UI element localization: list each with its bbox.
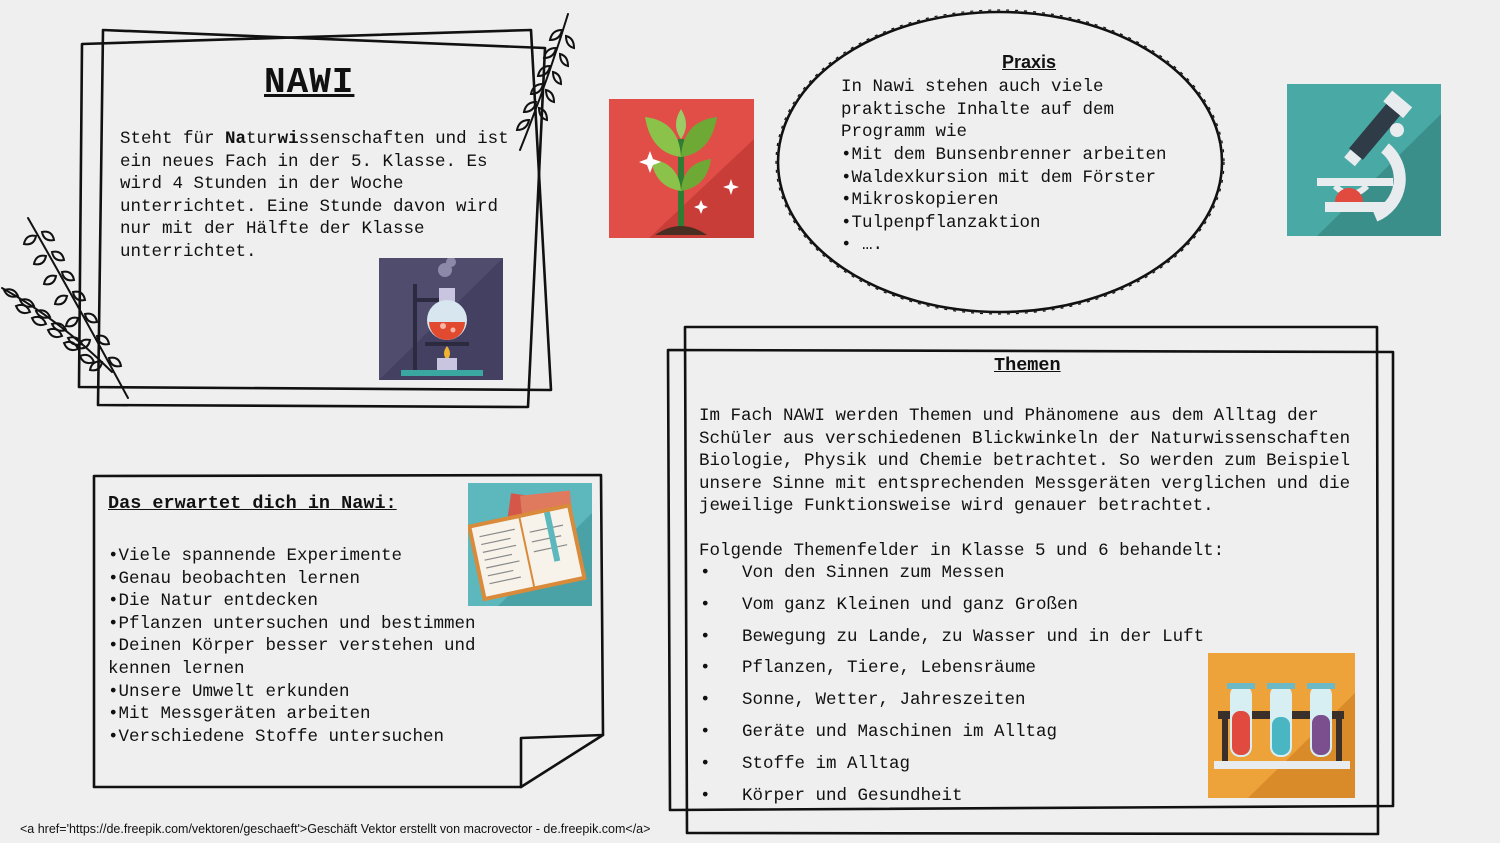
bullet: •	[700, 753, 711, 774]
themen-intro: Im Fach NAWI werden Themen und Phänomene aus dem Alltag der Schüler aus verschiedenen Blickwinkeln der Naturwissenschaften Biologie, Physik und Chemie betrachtet. So werden zum Beispiel unsere Sinne mit entsprechenden Messgeräten verglichen und die jeweilige Funktionsweise wird genauer betrachtet.	[699, 406, 1351, 517]
bunsen-burner-flask-icon	[379, 258, 503, 380]
themen-lead: Folgende Themenfelder in Klasse 5 und 6 behandelt:	[699, 541, 1225, 561]
themen-item-label: Pflanzen, Tiere, Lebensräume	[742, 658, 1037, 679]
themen-item-label: Von den Sinnen zum Messen	[742, 563, 1005, 583]
erwartet-title: Das erwartet dich in Nawi:	[108, 493, 397, 514]
erwartet-item-observe: •Genau beobachten lernen	[108, 568, 361, 589]
nawi-description	[120, 128, 512, 264]
bullet: •	[700, 721, 711, 742]
erwartet-item-body: •Deinen Körper besser verstehen und kennen lernen	[108, 636, 476, 679]
footer-credit: <a href='https://de.freepik.com/vektoren/geschaeft'>Geschäft Vektor erstellt von macrovector - de.freepik.com</a>	[20, 822, 651, 836]
themen-item	[700, 594, 1260, 626]
nawi-intro-bold-2: wi	[277, 129, 299, 149]
erwartet-item-substances: •Verschiedene Stoffe untersuchen	[108, 726, 445, 747]
nawi-title: NAWI	[264, 62, 355, 103]
themen-item-label: Körper und Gesundheit	[742, 785, 963, 806]
themen-item	[700, 753, 1260, 785]
themen-item	[700, 721, 1260, 753]
themen-item-label: Sonne, Wetter, Jahreszeiten	[742, 690, 1026, 711]
themen-item	[700, 785, 1260, 817]
themen-item-label: Bewegung zu Lande, zu Wasser und in der Luft	[742, 626, 1205, 647]
erwartet-item-nature: •Die Natur entdecken	[108, 591, 319, 612]
themen-item-label: Stoffe im Alltag	[742, 753, 911, 774]
themen-item	[700, 689, 1260, 721]
nawi-intro-after: ssenschaften und ist ein neues Fach in der 5. Klasse. Es wird 4 Stunden in der Woche unterrichtet. Eine Stunde davon wird nur mit der Hälfte der Klasse unterrichtet.	[120, 129, 509, 262]
themen-list	[700, 562, 1260, 816]
erwartet-item-plants: •Pflanzen untersuchen und bestimmen	[108, 613, 476, 634]
erwartet-item-instruments: •Mit Messgeräten arbeiten	[108, 704, 371, 725]
nawi-intro-bold-1: Na	[225, 129, 247, 149]
themen-item-label: Geräte und Maschinen im Alltag	[742, 721, 1058, 742]
bullet: •	[700, 594, 711, 615]
praxis-item-forest: •Waldexkursion mit dem Förster	[841, 167, 1157, 188]
praxis-item-microscope: •Mikroskopieren	[841, 190, 999, 211]
bullet: •	[700, 658, 711, 679]
test-tubes-icon	[1208, 653, 1355, 798]
nawi-intro-before: Steht für	[120, 129, 226, 149]
nawi-intro-mid: tur	[246, 129, 278, 149]
open-notebook-icon	[468, 483, 592, 606]
praxis-item-bunsen: •Mit dem Bunsenbrenner arbeiten	[841, 145, 1167, 165]
bullet: •	[700, 785, 711, 806]
praxis-item-more: • ….	[841, 235, 884, 256]
praxis-list	[841, 144, 1167, 257]
plant-sprout-icon	[609, 99, 754, 238]
themen-item-label: Vom ganz Kleinen und ganz Großen	[742, 594, 1079, 615]
bullet: •	[700, 563, 711, 583]
erwartet-list	[108, 545, 512, 748]
erwartet-item-environment: •Unsere Umwelt erkunden	[108, 681, 350, 702]
themen-item	[700, 626, 1260, 658]
bullet: •	[700, 626, 711, 647]
praxis-item-tulip: •Tulpenpflanzaktion	[841, 212, 1041, 233]
themen-item	[700, 657, 1260, 689]
praxis-intro: In Nawi stehen auch viele praktische Inhalte auf dem Programm wie	[841, 77, 1115, 143]
themen-title: Themen	[994, 355, 1061, 376]
erwartet-item-experiments: •Viele spannende Experimente	[108, 546, 403, 566]
praxis-title: Praxis	[1002, 52, 1057, 72]
microscope-icon	[1287, 84, 1441, 236]
bullet: •	[700, 690, 711, 711]
themen-item	[700, 562, 1260, 594]
